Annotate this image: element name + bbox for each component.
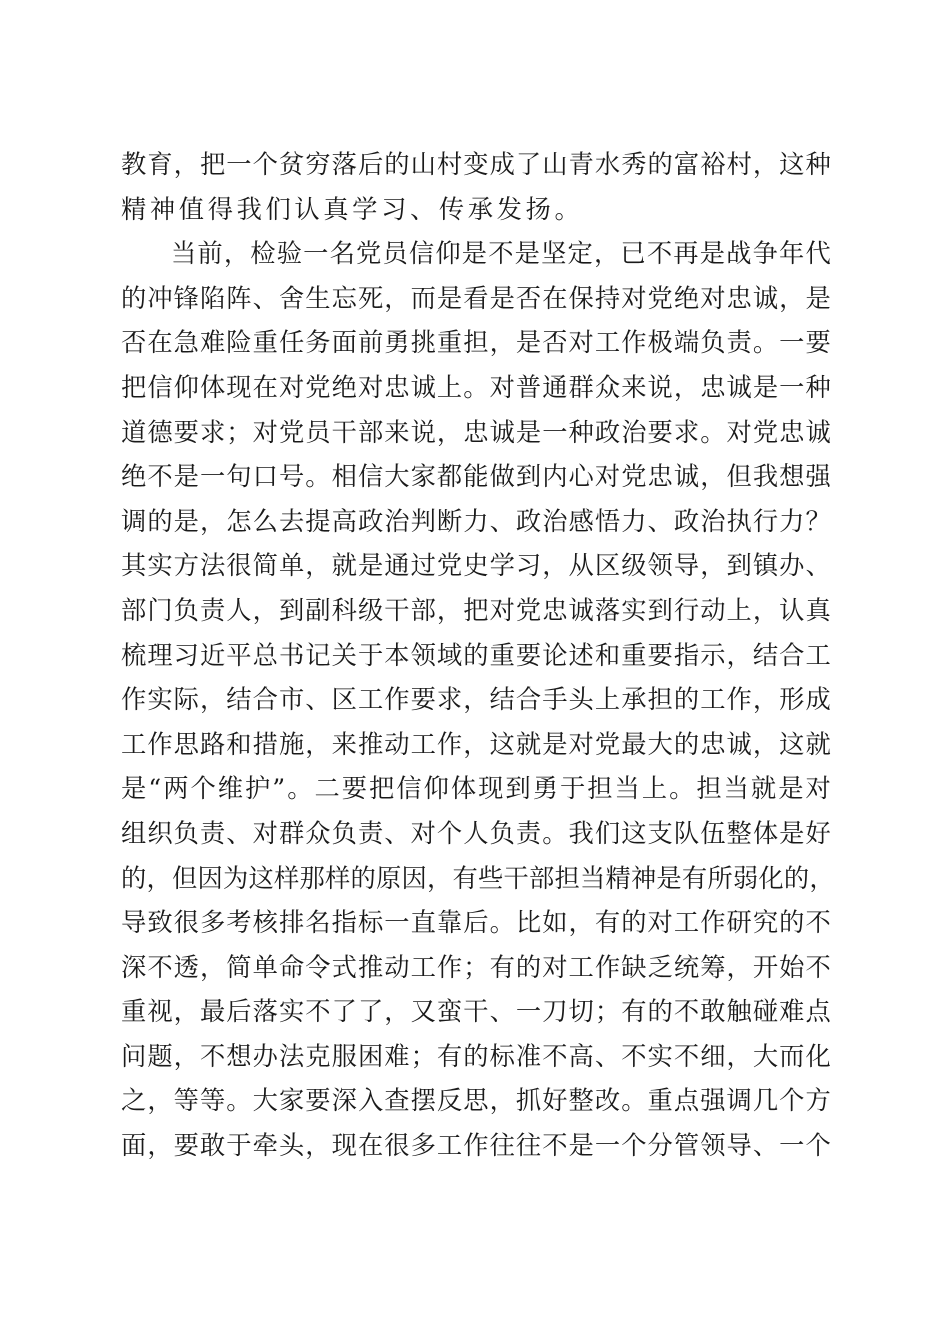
text-line: 否在急难险重任务面前勇挑重担，是否对工作极端负责。一要: [121, 328, 831, 358]
text-line: 作实际，结合市、区工作要求，结合手头上承担的工作，形成: [121, 685, 831, 715]
text-line: 工作思路和措施，来推动工作，这就是对党最大的忠诚，这就: [121, 729, 831, 759]
text-line: 道德要求；对党员干部来说，忠诚是一种政治要求。对党忠诚: [121, 417, 831, 447]
body-text: [121, 143, 835, 1169]
text-line: 导致很多考核排名指标一直靠后。比如，有的对工作研究的不: [121, 908, 831, 938]
paragraph-1: [121, 143, 831, 232]
text-line: 调的是，怎么去提高政治判断力、政治感悟力、政治执行力？: [121, 506, 831, 536]
text-line: 问题，不想办法克服困难；有的标准不高、不实不细，大而化: [121, 1041, 831, 1071]
text-line: 精神值得我们认真学习、传承发扬。: [121, 194, 584, 224]
text-line: 绝不是一句口号。相信大家都能做到内心对党忠诚，但我想强: [121, 462, 831, 492]
text-line: 的冲锋陷阵、舍生忘死，而是看是否在保持对党绝对忠诚，是: [121, 283, 831, 313]
text-line: 把信仰体现在对党绝对忠诚上。对普通群众来说，忠诚是一种: [121, 372, 831, 402]
text-line: 教育，把一个贫穷落后的山村变成了山青水秀的富裕村，这种: [121, 150, 831, 179]
text-line: 梳理习近平总书记关于本领域的重要论述和重要指示，结合工: [121, 640, 831, 670]
text-line: 面，要敢于牵头，现在很多工作往往不是一个分管领导、一个: [121, 1131, 831, 1161]
paragraph-2: [121, 232, 835, 1168]
text-line: 之，等等。大家要深入查摆反思，抓好整改。重点强调几个方: [121, 1086, 831, 1116]
text-line: 当前，检验一名党员信仰是不是坚定，已不再是战争年代: [171, 239, 831, 269]
text-line: 部门负责人，到副科级干部，把对党忠诚落实到行动上，认真: [121, 595, 831, 625]
text-line: 深不透，简单命令式推动工作；有的对工作缺乏统筹，开始不: [121, 952, 831, 982]
text-line: 是“两个维护”。二要把信仰体现到勇于担当上。担当就是对: [121, 774, 831, 804]
text-line: 的，但因为这样那样的原因，有些干部担当精神是有所弱化的，: [121, 863, 835, 893]
text-line: 组织负责、对群众负责、对个人负责。我们这支队伍整体是好: [121, 818, 831, 848]
text-line: 重视，最后落实不了了，又蛮干、一刀切；有的不敢触碰难点: [121, 997, 831, 1027]
text-line: 其实方法很简单，就是通过党史学习，从区级领导，到镇办、: [121, 551, 831, 581]
